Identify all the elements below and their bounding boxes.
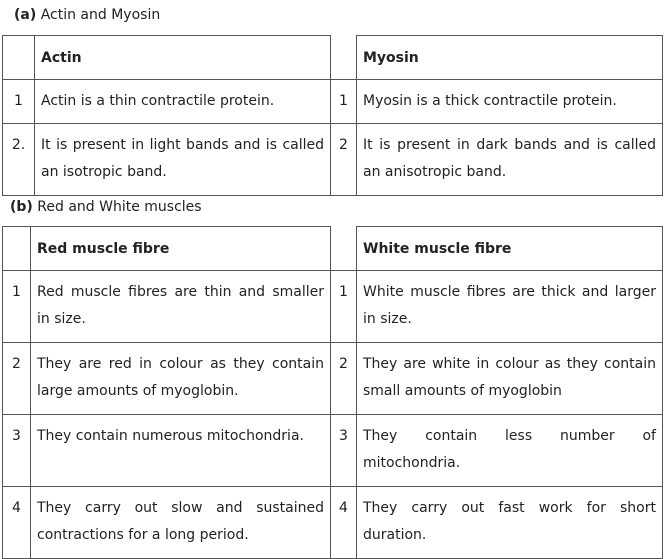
row-number: 1: [331, 80, 357, 124]
actin-cell: Actin is a thin contractile protein.: [35, 80, 331, 124]
white-muscle-header: White muscle fibre: [357, 227, 663, 271]
row-number: 2: [331, 343, 357, 415]
header-gap-cell: [331, 36, 357, 80]
actin-myosin-table: [2, 35, 663, 196]
white-muscle-cell: White muscle fibres are thick and larger in size.: [357, 271, 663, 343]
table-row: [3, 415, 663, 487]
red-white-muscle-table: [2, 226, 663, 559]
row-number: 1: [3, 271, 31, 343]
section-b-heading: [10, 199, 202, 215]
row-number: 2: [331, 124, 357, 196]
row-number: 3: [331, 415, 357, 487]
table-row: [3, 271, 663, 343]
header-num-cell: [3, 36, 35, 80]
row-number: 1: [3, 80, 35, 124]
row-number: 1: [331, 271, 357, 343]
header-num-cell: [3, 227, 31, 271]
actin-cell: It is present in light bands and is called an isotropic band.: [35, 124, 331, 196]
section-a-heading: [14, 7, 160, 23]
table-header-row: [3, 36, 663, 80]
table-row: [3, 343, 663, 415]
table-header-row: [3, 227, 663, 271]
table-row: [3, 80, 663, 124]
red-muscle-cell: They carry out slow and sustained contractions for a long period.: [31, 487, 331, 559]
red-muscle-cell: Red muscle fibres are thin and smaller in size.: [31, 271, 331, 343]
red-muscle-cell: They are red in colour as they contain large amounts of myoglobin.: [31, 343, 331, 415]
myosin-header: Myosin: [357, 36, 663, 80]
table-row: [3, 487, 663, 559]
red-muscle-header: Red muscle fibre: [31, 227, 331, 271]
row-number: 3: [3, 415, 31, 487]
section-a-title: Actin and Myosin: [40, 7, 161, 23]
header-gap-cell: [331, 227, 357, 271]
section-b-label: (b): [10, 199, 33, 215]
red-muscle-cell: They contain numerous mitochondria.: [31, 415, 331, 487]
section-b-title: Red and White muscles: [37, 199, 202, 215]
actin-header: Actin: [35, 36, 331, 80]
myosin-cell: It is present in dark bands and is called an anisotropic band.: [357, 124, 663, 196]
white-muscle-cell: They contain less number of mitochondria.: [357, 415, 663, 487]
white-muscle-cell: They are white in colour as they contain small amounts of myoglobin: [357, 343, 663, 415]
white-muscle-cell: They carry out fast work for short duration.: [357, 487, 663, 559]
row-number: 4: [3, 487, 31, 559]
section-a-label: (a): [14, 7, 37, 23]
myosin-cell: Myosin is a thick contractile protein.: [357, 80, 663, 124]
row-number: 2: [3, 343, 31, 415]
row-number: 2.: [3, 124, 35, 196]
row-number: 4: [331, 487, 357, 559]
table-row: [3, 124, 663, 196]
